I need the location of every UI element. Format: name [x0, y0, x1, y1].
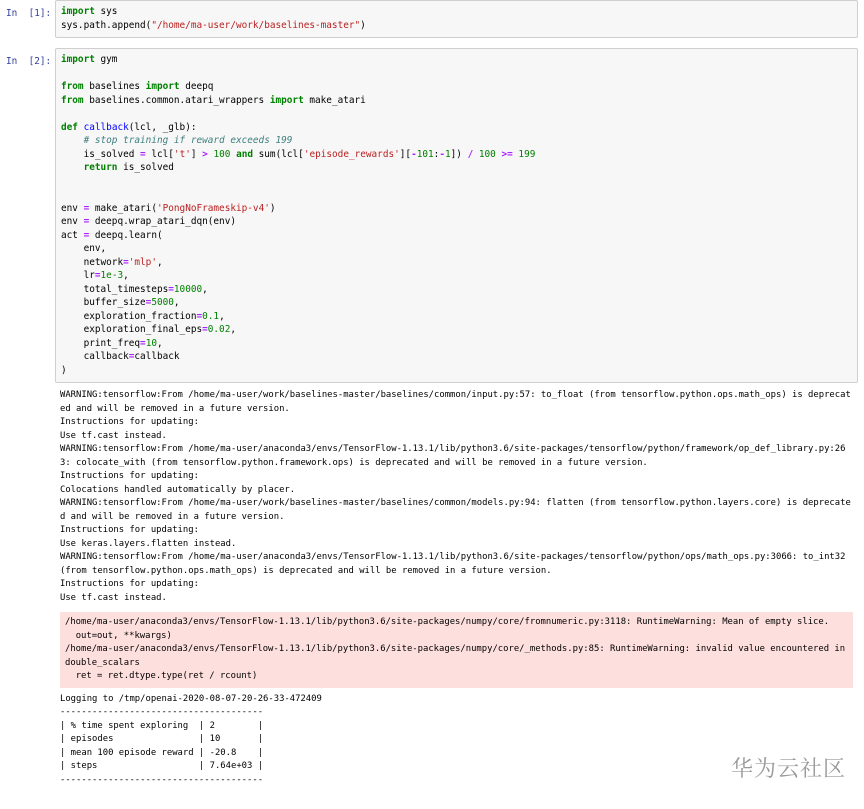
code-line [61, 284, 208, 295]
code-token: 'episode_rewards' [303, 148, 400, 160]
output-area [55, 389, 858, 787]
code-token: network [61, 256, 124, 268]
code-token: 100 [213, 148, 231, 160]
code-token: deepq [179, 81, 214, 92]
code-token: = [196, 310, 203, 322]
code-token: ) [61, 364, 67, 376]
code-token: = [94, 270, 101, 281]
code-line [61, 351, 180, 362]
code-token: 5000 [151, 297, 174, 308]
code-token: / [467, 148, 474, 160]
code-token: = [140, 148, 146, 160]
code-token: # stop training if reward exceeds 199 [83, 135, 293, 146]
code-token: = [145, 297, 152, 308]
code-token: - [411, 148, 417, 160]
code-token: is_solved [61, 148, 141, 160]
code-line [61, 216, 236, 227]
code-line [61, 203, 276, 214]
code-token: = [83, 202, 90, 214]
code-line [61, 324, 236, 335]
code-token: total_timesteps [61, 283, 169, 295]
code-token: is_solved [117, 162, 174, 173]
code-token: >= [501, 148, 513, 160]
code-token: 10000 [173, 283, 203, 295]
code-token: ) [360, 19, 366, 31]
code-line [61, 54, 117, 65]
code-token: deepq.wrap_atari_dqn(env) [89, 216, 236, 227]
training-log: Logging to /tmp/openai-2020-08-07-20-26-33-472409 -------------------------------------- | % time spent exploring | 2 | | episodes | 10 | | mean 100 episode reward | -20.8 | | steps | 7.64e+03 | -------------------------------------- [60, 693, 322, 785]
code-token: ][ [399, 148, 412, 160]
code-token: env [61, 202, 84, 214]
code-input[interactable] [55, 48, 858, 383]
code-token: ] [190, 148, 203, 160]
code-token: 10 [145, 337, 157, 349]
code-input[interactable] [55, 0, 858, 38]
code-token: import [269, 94, 304, 106]
code-token [61, 162, 84, 173]
code-token [61, 135, 84, 146]
code-token: lr [61, 270, 95, 281]
input-prompt: In [2]: [6, 56, 52, 67]
code-token: import [61, 6, 95, 17]
code-token: ]) [450, 148, 468, 160]
code-token: 1 [444, 148, 451, 160]
code-line [61, 311, 225, 322]
code-token: exploration_final_eps [61, 324, 203, 335]
code-token: from [61, 81, 84, 92]
code-token: 't' [173, 148, 191, 160]
code-line [61, 95, 366, 106]
code-token: from [61, 94, 84, 106]
code-token: - [439, 148, 445, 160]
code-line [61, 162, 174, 173]
code-token: , [123, 270, 129, 281]
code-token: callback [61, 351, 129, 362]
code-block [61, 53, 852, 377]
code-line [61, 365, 67, 376]
code-token: , [219, 310, 225, 322]
code-token: 0.1 [202, 310, 220, 322]
code-token: sum(lcl[ [253, 148, 304, 160]
code-token: = [140, 337, 146, 349]
code-token: , [156, 256, 163, 268]
code-token: 101 [416, 148, 434, 160]
code-line [61, 230, 163, 241]
code-line [61, 270, 129, 281]
stdout-warnings: WARNING:tensorflow:From /home/ma-user/work/baselines-master/baselines/common/input.py:57: to_float (from tensorflow.python.ops.math_ops) is deprecated and will be removed in a future version. Instructions for updating: Use tf.cast instead. WARNING:tensorflow:From /home/ma-user/anaconda3/envs/TensorFlow-1.13.1/lib/python3.6/site-packages/tensorflow/python/framework/op_def_library.py:263: colocate_with (from tensorflow.python.framework.ops) is deprecated and will be removed in a future version. Instructions for updating: Colocations handled automatically by placer. WARNING:tensorflow:From /home/ma-user/work/baselines-master/baselines/common/models.py:94: flatten (from tensorflow.python.layers.core) is deprecated and will be removed in a future version. Instructions for updating: Use keras.layers.flatten instead. WARNING:tensorflow:From /home/ma-user/anaconda3/envs/TensorFlow-1.13.1/lib/python3.6/site-packages/tensorflow/python/ops/math_ops.py:3066: to_int32 (from tensorflow.python.ops.math_ops) is deprecated and will be removed in a future version. Instructions for updating: Use tf.cast instead. [60, 390, 851, 603]
code-token: act [61, 229, 84, 241]
code-token: = [83, 216, 90, 227]
code-line [61, 243, 106, 254]
code-token: = [123, 256, 129, 268]
code-token: 100 [478, 148, 496, 160]
code-line [61, 81, 213, 92]
code-token: make_atari [303, 94, 366, 106]
watermark: 华为云社区 [730, 757, 846, 782]
code-token: lcl[ [145, 148, 174, 160]
code-token: import [145, 81, 180, 92]
code-token: baselines [83, 81, 146, 92]
code-token: "/home/ma-user/work/baselines-master" [151, 19, 361, 31]
code-token: : [433, 148, 440, 160]
code-token: env [61, 216, 84, 227]
code-token: import [61, 54, 95, 65]
code-line [61, 135, 292, 146]
code-token: (lcl, _glb): [128, 121, 197, 133]
code-token: , [156, 337, 163, 349]
code-token: , [173, 297, 180, 308]
code-token: deepq.learn( [89, 229, 163, 241]
code-line [61, 257, 163, 268]
code-token: make_atari( [89, 202, 157, 214]
code-token: = [168, 283, 174, 295]
code-token: return [83, 162, 118, 173]
code-token: callback [134, 351, 180, 362]
code-token: > [202, 148, 208, 160]
code-line [61, 149, 535, 160]
code-token: print_freq [61, 337, 141, 349]
code-line [61, 6, 117, 17]
code-token: ) [269, 202, 276, 214]
code-token: 'mlp' [128, 256, 157, 268]
code-token: = [202, 324, 208, 335]
code-token: and [236, 148, 253, 160]
code-line [61, 122, 196, 133]
code-token: callback [83, 121, 129, 133]
code-token: 'PongNoFrameskip-v4' [156, 202, 270, 214]
code-line [61, 297, 180, 308]
code-token: env, [61, 243, 107, 254]
code-token: , [202, 283, 208, 295]
code-token: sys [94, 6, 118, 17]
code-token: baselines.common.atari_wrappers [83, 94, 270, 106]
code-token: 0.02 [207, 324, 231, 335]
code-token: def [61, 121, 78, 133]
code-line [61, 338, 163, 349]
code-token: exploration_fraction [61, 310, 197, 322]
code-token: sys.path.append( [61, 19, 152, 31]
code-token: gym [94, 54, 118, 65]
code-token: = [128, 351, 135, 362]
code-token: , [230, 324, 236, 335]
code-token: 199 [518, 148, 536, 160]
stderr-output [60, 612, 853, 688]
code-token: buffer_size [61, 297, 146, 308]
code-token: 1e-3 [100, 270, 124, 281]
code-line [61, 20, 366, 31]
code-token: = [83, 229, 90, 241]
input-prompt: In [1]: [6, 8, 52, 19]
code-block [61, 5, 852, 32]
stderr-text: /home/ma-user/anaconda3/envs/TensorFlow-1.13.1/lib/python3.6/site-packages/numpy/core/fromnumeric.py:3118: RuntimeWarning: Mean of empty slice. out=out, **kwargs) /home/ma-user/anaconda3/envs/TensorFlow-1.13.1/lib/python3.6/site-packages/numpy/core/_methods.py:85: RuntimeWarning: invalid value encountered in double_scalars ret = ret.dtype.type(ret / rcount) [65, 617, 846, 681]
